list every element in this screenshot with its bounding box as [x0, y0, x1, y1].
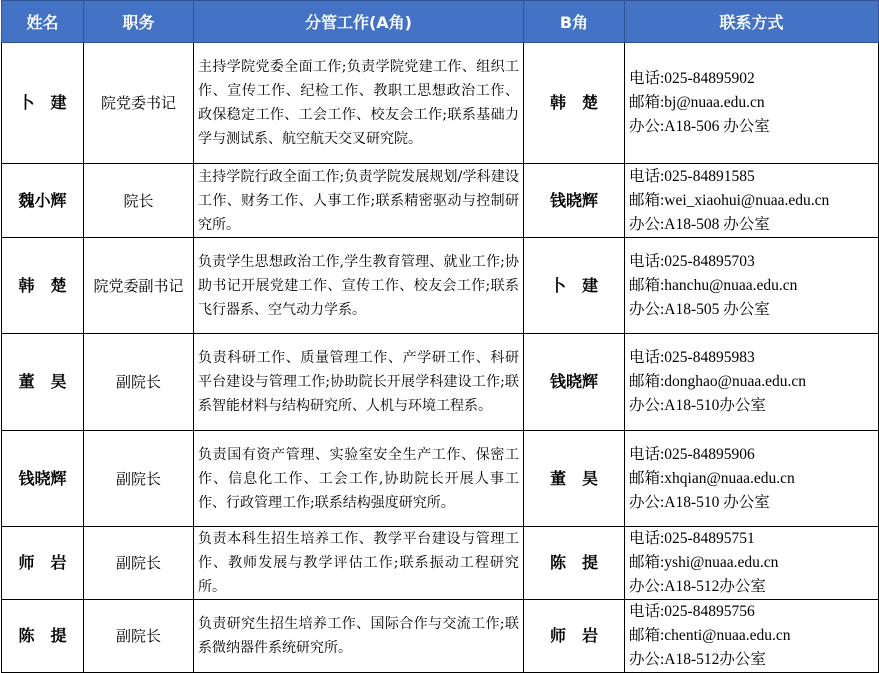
- row-b-role: 董 昊: [524, 431, 625, 527]
- table-row: [2, 600, 879, 673]
- contact-email: 邮箱:hanchu@nuaa.edu.cn: [629, 276, 798, 294]
- row-name: 韩 楚: [2, 238, 84, 334]
- contact-phone: 电话:025-84895906: [629, 445, 755, 463]
- row-duty: 主持学院党委全面工作;负责学院党建工作、组织工作、宣传工作、纪检工作、教职工思想政治工作、政保稳定工作、工会工作、校友会工作;联系基础力学与测试系、航空航天交叉研究院。: [194, 43, 524, 164]
- row-position: 副院长: [84, 527, 194, 600]
- contact-phone: 电话:025-84895983: [629, 349, 755, 366]
- header-row: [2, 1, 879, 43]
- row-position: 副院长: [84, 334, 194, 431]
- table-row: [2, 527, 879, 600]
- table-row: [2, 431, 879, 527]
- contact-office: 办公:A18-512办公室: [629, 651, 766, 668]
- header-position: 职务: [84, 1, 194, 43]
- row-contact: [625, 238, 879, 334]
- contact-office: 办公:A18-512办公室: [629, 578, 766, 595]
- row-name: 卜 建: [2, 43, 84, 164]
- row-contact: [625, 334, 879, 431]
- row-b-role: 陈 提: [524, 527, 625, 600]
- header-contact: 联系方式: [625, 1, 879, 43]
- contact-email: 邮箱:donghao@nuaa.edu.cn: [629, 373, 806, 390]
- contact-office: 办公:A18-506 办公室: [629, 118, 770, 135]
- row-b-role: 韩 楚: [524, 43, 625, 164]
- row-position: 院党委副书记: [84, 238, 194, 334]
- contact-email: 邮箱:wei_xiaohui@nuaa.edu.cn: [629, 191, 830, 209]
- table-row: [2, 238, 879, 334]
- row-contact: [625, 164, 879, 238]
- row-contact: [625, 527, 879, 600]
- contact-email: 邮箱:chenti@nuaa.edu.cn: [629, 627, 791, 644]
- row-duty: 负责国有资产管理、实验室安全生产工作、保密工作、信息化工作、工会工作,协助院长开展人事工作、行政管理工作;联系结构强度研究所。: [194, 431, 524, 527]
- row-duty: 负责本科生招生培养工作、教学平台建设与管理工作、教师发展与教学评估工作;联系振动工程研究所。: [194, 527, 524, 600]
- table-row: [2, 164, 879, 238]
- row-b-role: 钱晓辉: [524, 334, 625, 431]
- leadership-duty-table: [1, 0, 879, 673]
- row-contact: [625, 43, 879, 164]
- row-name: 魏小辉: [2, 164, 84, 238]
- row-contact: [625, 431, 879, 527]
- contact-email: 邮箱:yshi@nuaa.edu.cn: [629, 554, 779, 571]
- contact-office: 办公:A18-508 办公室: [629, 215, 770, 233]
- row-position: 副院长: [84, 431, 194, 527]
- row-name: 师 岩: [2, 527, 84, 600]
- contact-email: 邮箱:xhqian@nuaa.edu.cn: [629, 469, 795, 487]
- row-b-role: 师 岩: [524, 600, 625, 673]
- contact-phone: 电话:025-84891585: [629, 167, 755, 185]
- table-row: [2, 334, 879, 431]
- contact-office: 办公:A18-510办公室: [629, 397, 766, 414]
- contact-office: 办公:A18-505 办公室: [629, 300, 770, 318]
- row-duty: 负责研究生招生培养工作、国际合作与交流工作;联系微纳器件系统研究所。: [194, 600, 524, 673]
- row-name: 董 昊: [2, 334, 84, 431]
- row-duty: 负责学生思想政治工作,学生教育管理、就业工作;协助书记开展党建工作、宣传工作、校友会工作;联系飞行器系、空气动力学系。: [194, 238, 524, 334]
- contact-office: 办公:A18-510 办公室: [629, 493, 770, 511]
- header-duty-a: 分管工作(A角): [194, 1, 524, 43]
- row-position: 院党委书记: [84, 43, 194, 164]
- contact-email: 邮箱:bj@nuaa.edu.cn: [629, 94, 765, 111]
- row-b-role: 卜 建: [524, 238, 625, 334]
- contact-phone: 电话:025-84895902: [629, 70, 755, 87]
- row-duty: 主持学院行政全面工作;负责学院发展规划/学科建设工作、财务工作、人事工作;联系精密驱动与控制研究所。: [194, 164, 524, 238]
- row-name: 陈 提: [2, 600, 84, 673]
- header-name: 姓名: [2, 1, 84, 43]
- table-row: [2, 43, 879, 164]
- row-position: 副院长: [84, 600, 194, 673]
- row-contact: [625, 600, 879, 673]
- row-name: 钱晓辉: [2, 431, 84, 527]
- row-duty: 负责科研工作、质量管理工作、产学研工作、科研平台建设与管理工作;协助院长开展学科建设工作;联系智能材料与结构研究所、人机与环境工程系。: [194, 334, 524, 431]
- contact-phone: 电话:025-84895751: [629, 530, 755, 547]
- contact-phone: 电话:025-84895703: [629, 252, 755, 270]
- contact-phone: 电话:025-84895756: [629, 603, 755, 620]
- row-position: 院长: [84, 164, 194, 238]
- row-b-role: 钱晓辉: [524, 164, 625, 238]
- header-b-role: B角: [524, 1, 625, 43]
